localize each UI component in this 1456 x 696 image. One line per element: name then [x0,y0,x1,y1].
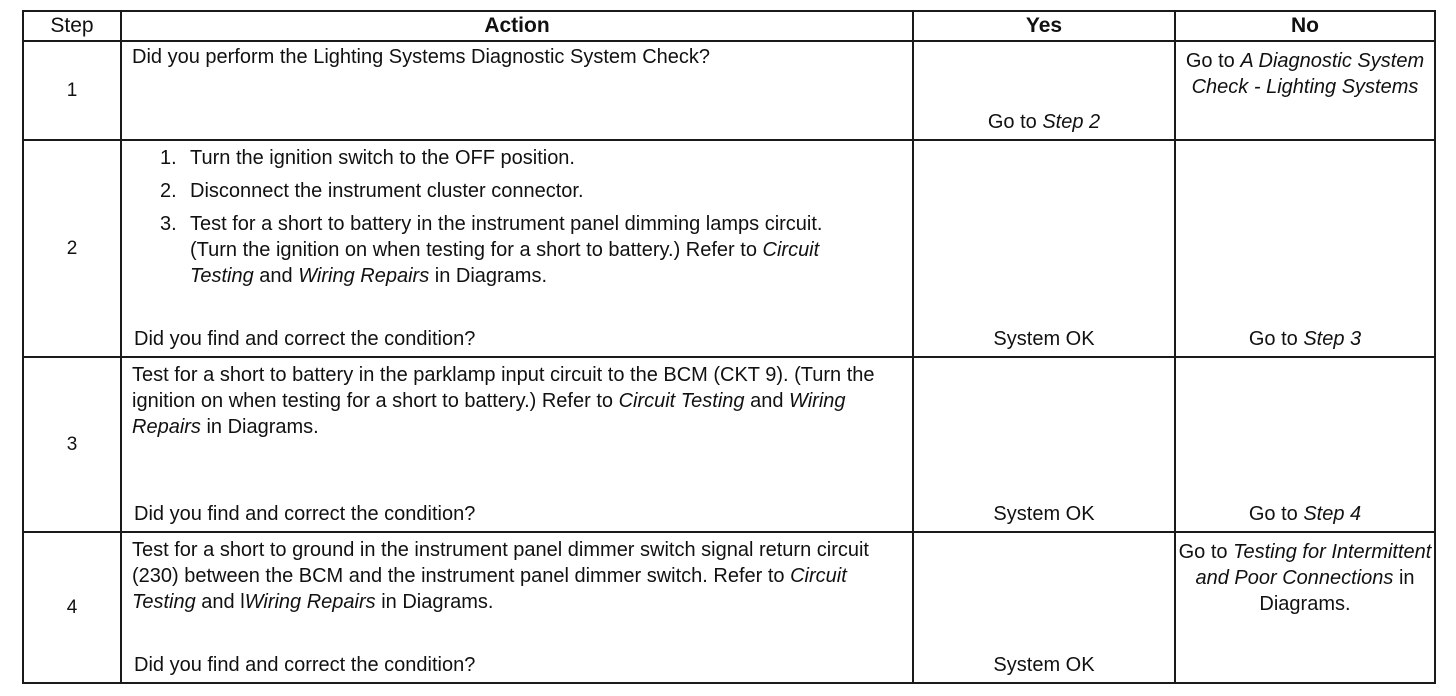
no-tail: in Diagrams. [1259,567,1415,615]
link-wiring-repairs[interactable]: Wiring Repairs [132,390,846,438]
action-cell [121,357,913,532]
no-cell [1175,41,1435,140]
yes-cell: System OK [913,357,1175,532]
link-wiring-repairs[interactable]: Wiring Repairs [244,591,376,613]
no-link-diagnostic-check[interactable]: A Diagnostic System Check - Lighting Systems [1191,50,1425,98]
action-steps-list [122,141,912,289]
list-item-number: 3. [160,213,177,235]
no-prefix: Go to [1248,328,1304,350]
action-text-body: Test for a short to battery in the parklamp input circuit to the BCM (CKT 9). (Turn the ignition on when testing for a short to battery.) Refer to [132,364,875,412]
yes-cell [913,41,1175,140]
list-item [160,211,870,289]
no-prefix: Go to [1248,503,1304,525]
header-action: Action [121,11,913,41]
action-text-body: and [744,390,790,412]
table-row [23,532,1435,683]
yes-link-step-2[interactable]: Step 2 [1042,111,1101,133]
action-question: Did you find and correct the condition? [134,503,476,525]
link-circuit-testing[interactable]: Circuit Testing [190,239,820,287]
no-cell [1175,357,1435,532]
no-cell [1175,140,1435,357]
list-item-text: Test for a short to battery in the instrument panel dimming lamps circuit. (Turn the ignition on when testing for a short to battery.) Refer to [190,213,823,261]
diagnostic-table-sheet [22,10,1434,684]
yes-cell: System OK [913,140,1175,357]
table-row [23,140,1435,357]
table-row [23,41,1435,140]
list-item-number: 1. [160,147,177,169]
no-prefix: Go to [1178,541,1234,563]
diagnostic-table [22,10,1436,684]
action-text [122,358,904,440]
header-no: No [1175,11,1435,41]
no-link-intermittent-connections[interactable]: Testing for Intermittent and Poor Connections [1195,541,1432,589]
action-question: Did you find and correct the condition? [134,328,476,350]
link-wiring-repairs[interactable]: Wiring Repairs [298,265,430,287]
step-number: 2 [23,140,121,357]
list-item-text: and [253,265,299,287]
action-cell [121,532,913,683]
list-item [160,145,912,171]
action-text [122,533,914,615]
list-item [160,178,912,204]
no-prefix: Go to [1185,50,1241,72]
action-text-body: Test for a short to ground in the instrument panel dimmer switch signal return circuit (230) between the BCM and the instrument panel dimmer switch. Refer to [132,539,869,587]
list-item-text: Turn the ignition switch to the OFF position. [190,147,575,169]
action-text-body: in Diagrams. [200,416,319,438]
header-step: Step [23,11,121,41]
no-cell [1175,532,1435,683]
step-number: 3 [23,357,121,532]
table-row [23,357,1435,532]
action-cell [121,140,913,357]
header-row [23,11,1435,41]
step-number: 1 [23,41,121,140]
yes-cell: System OK [913,532,1175,683]
action-question: Did you find and correct the condition? [134,654,476,676]
yes-prefix: Go to [987,111,1043,133]
header-yes: Yes [913,11,1175,41]
no-link-step-4[interactable]: Step 4 [1303,503,1362,525]
link-circuit-testing[interactable]: Circuit Testing [618,390,745,412]
step-number: 4 [23,532,121,683]
list-item-text: in Diagrams. [429,265,548,287]
no-link-step-3[interactable]: Step 3 [1303,328,1362,350]
link-circuit-testing[interactable]: Circuit Testing [132,565,847,613]
action-text-body: in Diagrams. [375,591,494,613]
action-text-body: and l [195,591,245,613]
action-question: Did you perform the Lighting Systems Diagnostic System Check? [132,46,711,68]
action-cell [121,41,913,140]
list-item-text: Disconnect the instrument cluster connector. [190,180,584,202]
list-item-number: 2. [160,180,177,202]
